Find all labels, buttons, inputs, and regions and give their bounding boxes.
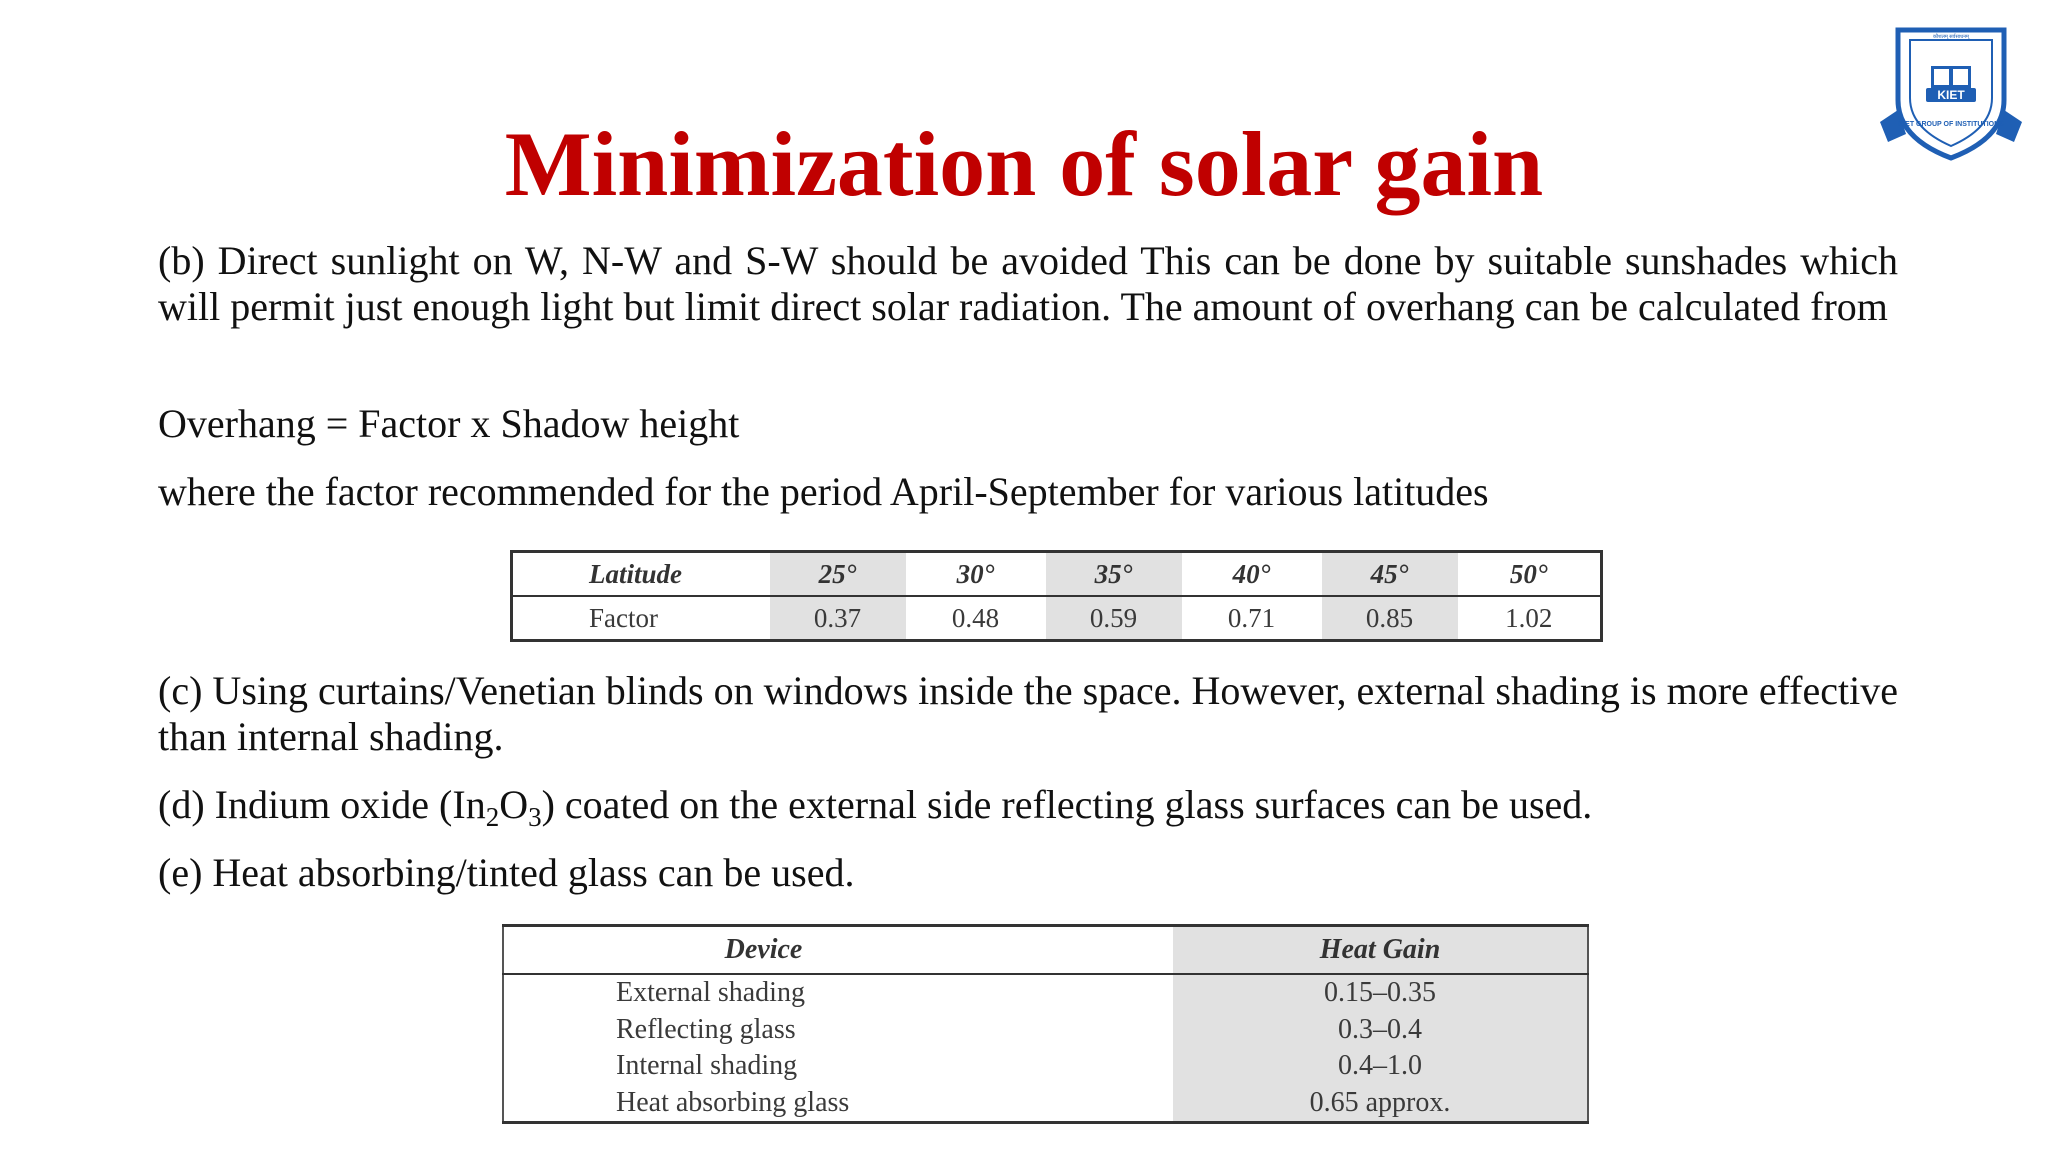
latitude-cell: 50° [1458,552,1602,597]
latitude-cell: 25° [770,552,906,597]
heat-gain-cell: 0.65 approx. [1173,1084,1588,1122]
factor-cell: 0.71 [1227,602,1276,633]
device-cell: External shading [616,977,805,1009]
subscript-2: 2 [485,802,500,832]
latitude-cell: 35° [1046,552,1182,597]
latitude-cell: 40° [1182,552,1322,597]
factor-cell: 0.59 [1046,596,1182,641]
factor-cell: 0.48 [951,602,1000,633]
paragraph-c: (c) Using curtains/Venetian blinds on windows inside the space. However, external shading is more effective than internal shading. [158,668,1898,759]
latitude-cell: 45° [1322,552,1458,597]
table-row [503,1048,1588,1084]
latitude-row [512,552,1602,597]
table-row [503,1084,1588,1122]
row-header-factor: Factor [589,602,658,633]
device-cell: Reflecting glass [616,1013,796,1045]
kiet-logo [1876,26,2026,166]
device-cell: Internal shading [616,1050,798,1082]
paragraph-d-suffix: ) coated on the external side reflecting glass surfaces can be used. [541,782,1593,827]
factor-cell: 0.85 [1322,596,1458,641]
paragraph-d [158,782,1898,832]
factor-cell: 0.37 [770,596,906,641]
factor-row [512,596,1602,641]
heat-gain-cell: 0.3–0.4 [1173,1011,1588,1047]
paragraph-d-prefix: (d) Indium oxide (In [158,782,486,827]
heat-gain-cell: 0.4–1.0 [1173,1048,1588,1084]
header-device: Device [503,926,1173,974]
latitude-cell: 30° [906,552,1046,597]
table-row [503,974,1588,1012]
device-heat-gain-table [502,924,1589,1124]
header-heat-gain: Heat Gain [1173,926,1588,974]
paragraph-d-oxygen: O [499,782,529,827]
logo-center-text: KIET [1937,88,1965,102]
subscript-3: 3 [528,802,542,832]
factor-cell: 1.02 [1505,602,1553,633]
device-table-header [503,926,1588,974]
logo-ring-text: KIET GROUP OF INSTITUTIONS [1898,121,2004,128]
paragraph-e: (e) Heat absorbing/tinted glass can be used. [158,850,855,895]
logo-motto: कौशलम् सर्वसाधनम् [1933,34,1969,40]
latitude-factor-table [510,550,1603,642]
device-cell: Heat absorbing glass [616,1086,850,1118]
slide-title: Minimization of solar gain [504,113,1544,215]
table-row [503,1011,1588,1047]
overhang-formula: Overhang = Factor x Shadow height [158,401,740,446]
heat-gain-cell: 0.15–0.35 [1173,974,1588,1012]
paragraph-b: (b) Direct sunlight on W, N-W and S-W should be avoided This can be done by suitable sunshades which will permit just enough light but limit direct solar radiation. The amount of overhang can be calculated from [158,238,1898,329]
row-header-latitude: Latitude [512,552,770,597]
paragraph-where: where the factor recommended for the period April-September for various latitudes [158,469,1489,514]
